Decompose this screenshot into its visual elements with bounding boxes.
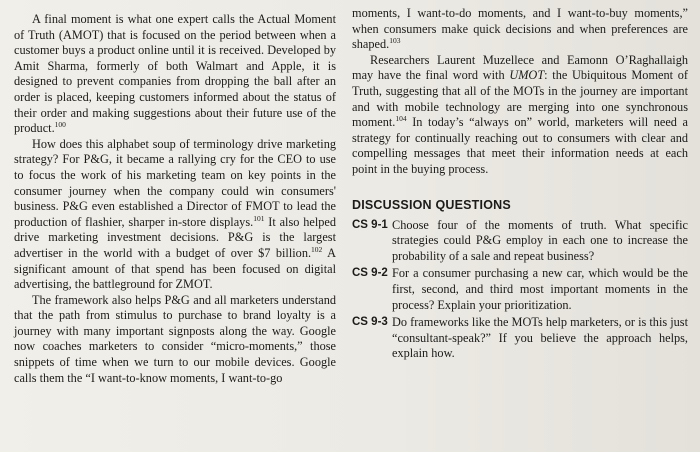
paragraph-pg-strategy (14, 137, 336, 293)
discussion-questions-heading: DISCUSSION QUESTIONS (352, 197, 511, 212)
question-text: Choose four of the moments of truth. What specific strategies could P&G employ in each one to increase the probability of a sale and repeat business? (392, 217, 688, 263)
question-text: Do frameworks like the MOTs help marketers, or is this just “consultant-speak?” If you believe the approach helps, explain how. (392, 315, 688, 361)
umot-term: UMOT (509, 68, 545, 83)
question-label: CS 9-3 (352, 316, 388, 329)
question-item (352, 315, 688, 362)
question-item (352, 218, 688, 265)
paragraph-pg-text-a: How does this alphabet soup of terminology drive marketing strategy? For P&G, it became a rallying cry for the CEO to use to focus the work of his marketing team on key points in the consumer journey when the company could win consumers' business. P&G even established a Director of FMOT to lead the production of flashier, sharper in-store displays. (14, 136, 336, 229)
paragraph-umot-text-a: Researchers Laurent Muzellece and Eamonn O’Raghallaigh may have the final word with (352, 52, 688, 83)
paragraph-amot-text: A final moment is what one expert calls the Actual Moment of Truth (AMOT) that is focused on the period between when a customer buys a product online until it is received. Developed by Amit Sharma, formerly of both Walmart and Apple, it is designed to prevent companies from dropping the ball after an order is placed, keeping customers informed about the status of their order and making suggestions about their future use of the product. (14, 12, 336, 136)
paragraph-micro-moments-text: moments, I want-to-do moments, and I want-to-buy moments,” when consumers make quick decisions and when preferences are shaped. (352, 6, 688, 52)
paragraph-pg-text-b: It also helped drive marketing investment decisions. P&G is the largest advertiser in the world with a budget of over $7 billion. (14, 214, 336, 260)
right-column (352, 6, 688, 364)
footnote-ref-103: 103 (389, 36, 401, 46)
question-label: CS 9-2 (352, 267, 388, 280)
left-column (14, 12, 336, 386)
paragraph-umot-text-c: In today’s “always on” world, marketers will need a strategy for continually reaching out to consumers with clear and compelling messages that meet their information needs at each point in the buying process. (352, 115, 688, 176)
footnote-ref-102: 102 (311, 244, 323, 254)
paragraph-amot (14, 12, 336, 137)
paragraph-micro-moments (352, 6, 688, 53)
paragraph-pg-text-c: A significant amount of that spend has been focused on digital advertising, the battleground for ZMOT. (14, 245, 336, 292)
paragraph-umot-text-b: : the Ubiquitous Moment of Truth, suggesting that all of the MOTs in the journey are important and with mobile technology are merging into one synchronous moment. (352, 68, 688, 130)
question-text: For a consumer purchasing a new car, which would be the first, second, and third most important moments in the process? Explain your prioritization. (392, 266, 688, 312)
question-label: CS 9-1 (352, 218, 388, 231)
question-item (352, 266, 688, 313)
paragraph-framework-text: The framework also helps P&G and all marketers understand that the path from stimulus to purchase to brand loyalty is a journey with many important signposts along the way. Google now coaches marketers to consider “micro-moments,” those snippets of time when we turn to our mobile devices. Google calls them the “I want-to-know moments, I want-to-go (14, 292, 336, 385)
paragraph-framework (14, 293, 336, 387)
footnote-ref-101: 101 (253, 213, 265, 223)
footnote-ref-100: 100 (54, 120, 66, 130)
paragraph-umot (352, 53, 688, 178)
footnote-ref-104: 104 (395, 114, 407, 124)
